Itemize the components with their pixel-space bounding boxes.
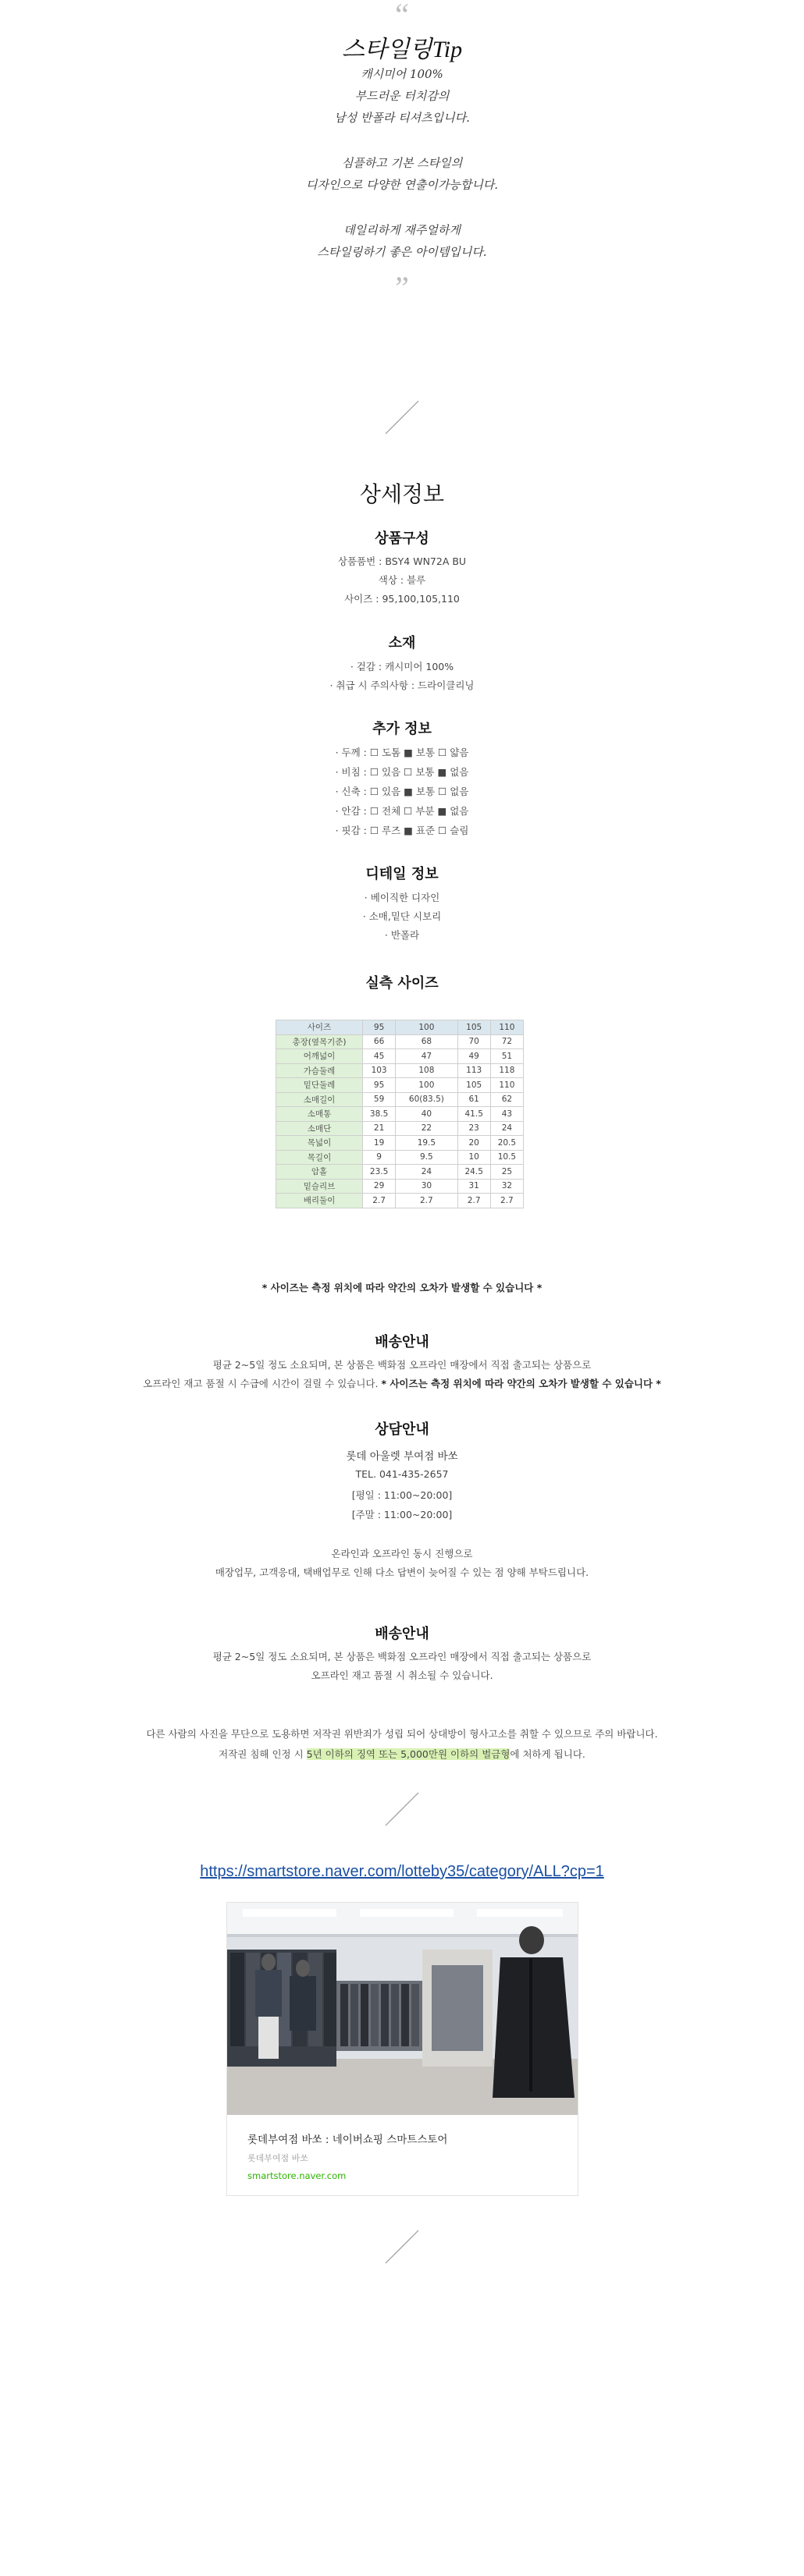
weekday-hours: [평일 : 11:00~20:00]	[351, 1489, 453, 1501]
extra-info-line: · 핏감 : ☐ 루즈 ■ 표준 ☐ 슬림	[335, 825, 469, 836]
tip-line: 캐시미어 100%	[361, 67, 443, 81]
card-title[interactable]: 롯데부여점 바쏘 : 네이버쇼핑 스마트스토어	[247, 2134, 448, 2146]
size-table-cell: 95	[363, 1078, 396, 1093]
close-quote-mark: ”	[395, 270, 409, 305]
tip-line: 스타일링하기 좋은 아이템입니다.	[317, 245, 487, 259]
store-url-link[interactable]: https://smartstore.naver.com/lotteby35/category/ALL?cp=1	[200, 1863, 604, 1880]
delivery-line	[0, 1376, 804, 1390]
size-table-row-label: 어깨넓이	[276, 1049, 363, 1064]
size-table-row	[276, 1150, 524, 1165]
size-table-cell: 60(83.5)	[396, 1092, 457, 1107]
size-table-cell: 62	[490, 1092, 523, 1107]
size-table-cell: 29	[363, 1179, 396, 1194]
extra-info-line: · 안감 : ☐ 전체 ☐ 부분 ■ 없음	[335, 805, 469, 817]
size-table-cell: 2.7	[396, 1194, 457, 1208]
delivery-line: 평균 2~5일 정도 소요되며, 본 상품은 백화점 오프라인 매장에서 직접 출고되는 상품으로	[212, 1651, 592, 1662]
delivery-line: 오프라인 재고 품절 시 취소될 수 있습니다.	[311, 1669, 493, 1681]
size-table-cell: 9.5	[396, 1150, 457, 1165]
copyright-penalty-post: 에 처하게 됩니다.	[510, 1748, 585, 1760]
size-table-row-label: 소매단	[276, 1121, 363, 1136]
size-table-cell: 43	[490, 1107, 523, 1122]
extra-info-line: · 두께 : ☐ 도톰 ■ 보통 ☐ 얇음	[335, 747, 469, 758]
size-table-row	[276, 1136, 524, 1151]
size-table-header-cell: 105	[457, 1020, 490, 1035]
product-sizes: 사이즈 : 95,100,105,110	[344, 593, 460, 605]
copyright-penalty-highlight: 5년 이하의 징역 또는 5,000만원 이하의 벌금형	[306, 1748, 511, 1760]
size-table-row-label: 밑단둘레	[276, 1078, 363, 1093]
copyright-penalty	[0, 1747, 804, 1761]
store-tel: TEL. 041-435-2657	[355, 1468, 449, 1480]
size-table-cell: 22	[396, 1121, 457, 1136]
size-table-cell: 10	[457, 1150, 490, 1165]
size-table-cell: 100	[396, 1078, 457, 1093]
product-color: 색상 : 블루	[378, 574, 426, 586]
card-description: 롯데부여점 바쏘	[247, 2153, 308, 2163]
size-table-row-label: 소매통	[276, 1107, 363, 1122]
size-table-row	[276, 1107, 524, 1122]
size-table-row	[276, 1194, 524, 1208]
size-table-cell: 66	[363, 1034, 396, 1049]
delivery-line-plain: 오프라인 재고 품절 시 수급에 시간이 걸릴 수 있습니다.	[143, 1378, 379, 1389]
open-quote-mark: “	[395, 0, 409, 32]
size-table-cell: 32	[490, 1179, 523, 1194]
size-table-cell: 31	[457, 1179, 490, 1194]
detail-info-line: · 반폴라	[384, 929, 420, 941]
weekend-hours: [주말 : 11:00~20:00]	[351, 1509, 453, 1520]
size-table-row-label: 소매길이	[276, 1092, 363, 1107]
size-table-cell: 30	[396, 1179, 457, 1194]
size-table-cell: 45	[363, 1049, 396, 1064]
size-table-row-label: 밑슬리브	[276, 1179, 363, 1194]
diagonal-divider	[384, 399, 420, 435]
size-table-cell: 51	[490, 1049, 523, 1064]
tip-line: 부드러운 터치감의	[354, 89, 450, 103]
size-table-row	[276, 1179, 524, 1194]
size-note: * 사이즈는 측정 위치에 따라 약간의 오차가 발생할 수 있습니다 *	[261, 1282, 543, 1293]
card-domain: smartstore.naver.com	[247, 2170, 347, 2181]
size-table-cell: 19	[363, 1136, 396, 1151]
size-table-cell: 23.5	[363, 1165, 396, 1180]
size-table-cell: 19.5	[396, 1136, 457, 1151]
size-table-row	[276, 1165, 524, 1180]
size-table-cell: 2.7	[490, 1194, 523, 1208]
detail-info-line: · 소매,밑단 시보리	[362, 910, 442, 922]
tip-line: 남성 반폴라 티셔츠입니다.	[334, 111, 470, 125]
size-table-cell: 2.7	[363, 1194, 396, 1208]
size-table-row	[276, 1049, 524, 1064]
tip-line: 디자인으로 다양한 연출이가능합니다.	[305, 178, 499, 192]
size-table-heading: 실측 사이즈	[365, 975, 439, 992]
copyright-warning: 다른 사람의 사진을 무단으로 도용하면 저작권 위반죄가 성립 되어 상대방이 형사고소를 취할 수 있으므로 주의 바랍니다.	[146, 1728, 658, 1740]
detail-info-line: · 베이직한 디자인	[364, 892, 440, 903]
size-table-cell: 40	[396, 1107, 457, 1122]
material-heading: 소재	[388, 635, 416, 651]
size-table-row	[276, 1078, 524, 1093]
size-table-header-row	[276, 1020, 524, 1035]
link-preview-card[interactable]	[226, 1902, 578, 2196]
size-table	[276, 1020, 524, 1208]
size-table-cell: 21	[363, 1121, 396, 1136]
size-table-cell: 61	[457, 1092, 490, 1107]
size-table-cell: 68	[396, 1034, 457, 1049]
size-table-cell: 59	[363, 1092, 396, 1107]
consult-heading: 상담안내	[375, 1421, 429, 1438]
material-line: · 취급 시 주의사항 : 드라이클리닝	[329, 679, 475, 691]
extra-info-line: · 비침 : ☐ 있음 ☐ 보통 ■ 없음	[335, 766, 469, 778]
size-table-cell: 20.5	[490, 1136, 523, 1151]
extra-info-heading: 추가 정보	[372, 721, 432, 737]
product-code: 상품품번 : BSY4 WN72A BU	[337, 555, 467, 567]
consult-note: 매장업무, 고객응대, 택배업무로 인해 다소 답변이 늦어질 수 있는 점 양해 부탁드립니다.	[215, 1567, 589, 1578]
size-table-row-label: 총장(옆목기준)	[276, 1034, 363, 1049]
delivery-line: 평균 2~5일 정도 소요되며, 본 상품은 백화점 오프라인 매장에서 직접 출고되는 상품으로	[212, 1359, 592, 1371]
size-table-cell: 23	[457, 1121, 490, 1136]
size-table-cell: 49	[457, 1049, 490, 1064]
size-table-cell: 70	[457, 1034, 490, 1049]
size-table-row-label: 암홀	[276, 1165, 363, 1180]
tip-line: 데일리하게 재주얼하게	[343, 223, 461, 237]
size-table-row	[276, 1063, 524, 1078]
extra-info-line: · 신축 : ☐ 있음 ■ 보통 ☐ 없음	[335, 786, 469, 797]
size-table-cell: 9	[363, 1150, 396, 1165]
size-table-cell: 24.5	[457, 1165, 490, 1180]
tip-line: 심플하고 기본 스타일의	[341, 156, 463, 170]
size-table-cell: 24	[490, 1121, 523, 1136]
styling-tip-title: 스타일링Tip	[341, 37, 463, 62]
size-table-cell: 2.7	[457, 1194, 490, 1208]
size-table-header-cell: 100	[396, 1020, 457, 1035]
size-table-cell: 25	[490, 1165, 523, 1180]
size-table-row-label: 가슴둘레	[276, 1063, 363, 1078]
size-table-row	[276, 1121, 524, 1136]
diagonal-divider	[384, 1791, 420, 1827]
delivery-line-bold: * 사이즈는 측정 위치에 따라 약간의 오차가 발생할 수 있습니다 *	[381, 1378, 661, 1389]
size-table-cell: 110	[490, 1078, 523, 1093]
store-name: 롯데 아울렛 부여점 바쏘	[346, 1450, 458, 1463]
delivery-heading-2: 배송안내	[375, 1626, 429, 1642]
size-table-cell: 41.5	[457, 1107, 490, 1122]
size-table-row	[276, 1092, 524, 1107]
delivery-heading: 배송안내	[375, 1334, 429, 1350]
size-table-cell: 108	[396, 1063, 457, 1078]
size-table-header-cell: 사이즈	[276, 1020, 363, 1035]
diagonal-divider	[384, 2229, 420, 2265]
size-table-row	[276, 1034, 524, 1049]
consult-note: 온라인과 오프라인 동시 진행으로	[331, 1548, 473, 1559]
size-table-cell: 20	[457, 1136, 490, 1151]
material-line: · 겉감 : 캐시미어 100%	[350, 661, 454, 672]
size-table-cell: 103	[363, 1063, 396, 1078]
size-table-cell: 113	[457, 1063, 490, 1078]
copyright-penalty-pre: 저작권 침해 인정 시	[219, 1748, 304, 1760]
size-table-cell: 38.5	[363, 1107, 396, 1122]
size-table-row-label: 목길이	[276, 1150, 363, 1165]
size-table-cell: 10.5	[490, 1150, 523, 1165]
size-table-cell: 72	[490, 1034, 523, 1049]
size-table-header-cell: 110	[490, 1020, 523, 1035]
size-table-header-cell: 95	[363, 1020, 396, 1035]
store-photo	[227, 1903, 578, 2115]
size-table-cell: 105	[457, 1078, 490, 1093]
detail-info-heading: 디테일 정보	[365, 866, 439, 882]
size-table-cell: 118	[490, 1063, 523, 1078]
size-table-cell: 47	[396, 1049, 457, 1064]
size-table-row-label: 목넓이	[276, 1136, 363, 1151]
size-table-row-label: 배리둘이	[276, 1194, 363, 1208]
detail-title: 상세정보	[359, 481, 445, 507]
size-table-cell: 24	[396, 1165, 457, 1180]
composition-heading: 상품구성	[375, 530, 429, 547]
